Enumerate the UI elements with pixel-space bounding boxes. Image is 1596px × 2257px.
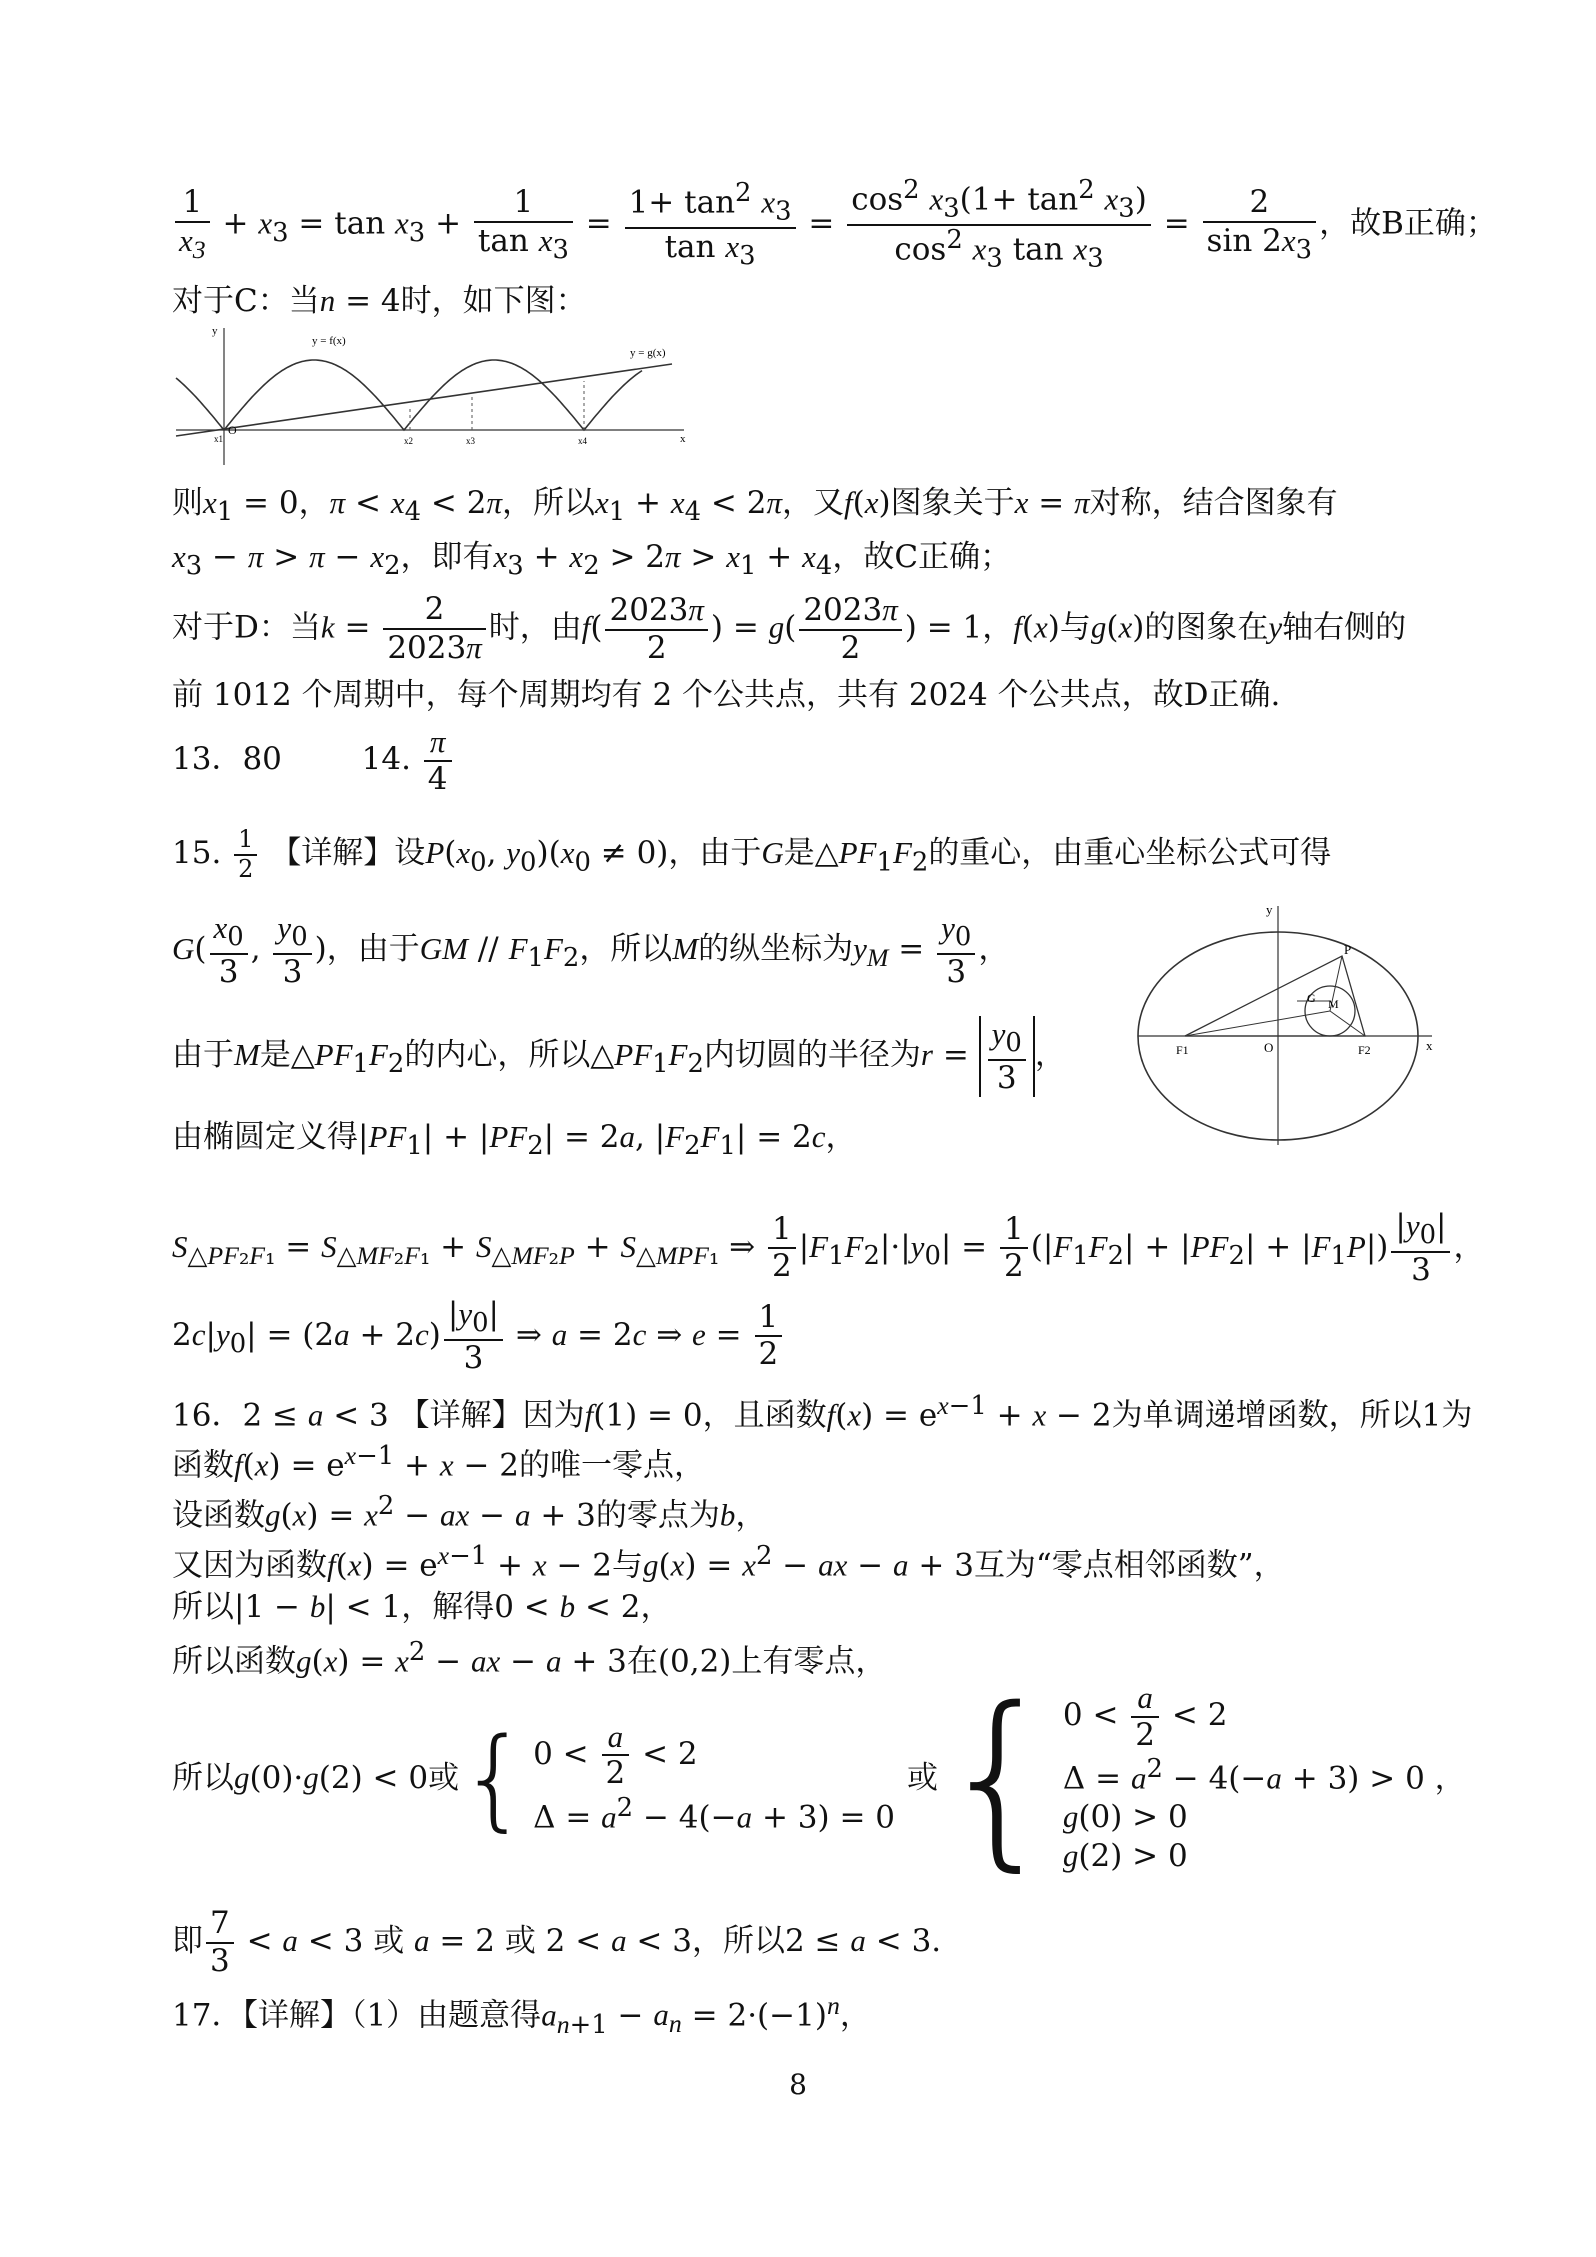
text: 或 [504, 1923, 536, 1960]
text: 对称，结合图象有 [1089, 485, 1338, 521]
text: 【详解】因为 [398, 1397, 585, 1434]
x4-label: x4 [578, 436, 587, 446]
text: ，所以 [501, 485, 595, 521]
page-number: 8 [789, 2068, 807, 2101]
text: 由椭圆定义得 [172, 1119, 358, 1155]
line-c-intro: 对于C：当n = 4时，如下图： [172, 283, 587, 319]
case-system-1: { 0 < $\frac{a}{2}$ < 2 $\Delta = a^2 - 4(-a + 3) = 0$ [459, 1713, 895, 1842]
point-f2-label: F2 [1358, 1043, 1371, 1057]
y-axis-label: y [1266, 902, 1273, 917]
text: ，由于 [326, 930, 420, 967]
text: 上有零点， [731, 1643, 887, 1680]
q15-line-5: $S_{\triangle PF_2F_1} = S_{\triangle MF_2F_1} + S_{\triangle MF_2P} + S_{\triangle MPF_1}$ ⇒ $\frac{1}{2}$ $|F_1F_2|\cdot|y_0|$ = $\frac{1}{2}$ $(|F_1F_2| + |PF_2| + |F_1P|)$ $\frac{|y_0|}{3}$ ， [172, 1208, 1485, 1288]
text: 的纵坐标为 [698, 930, 854, 967]
function-graph [172, 320, 692, 470]
text: 对于C：当 [172, 283, 320, 319]
q16-line-1: 16．2 ≤ a < 3 【详解】因为f(1) = 0，且函数$f(x) = e^{x-1} + x - 2$为单调递增函数，所以1为 [172, 1391, 1473, 1434]
text: ，即有 [400, 539, 494, 575]
text: 设函数 [172, 1497, 265, 1534]
x-axis-label: x [680, 433, 686, 445]
text: 的零点为 [595, 1497, 720, 1534]
text: ，且函数 [702, 1397, 827, 1434]
ellipse-figure [1130, 900, 1440, 1150]
text: 即 [172, 1923, 203, 1960]
text: 对于D：当 [172, 609, 321, 646]
line-d-1: 对于D：当k = $\frac{2}{2023\pi}$ 时，由f( $\frac{2023\pi}{2}$ ) = g( $\frac{2023\pi}{2}$ ) = 1，f(x)与g(x)的图象在y轴右侧的 [172, 591, 1407, 666]
q15-line-4: 由椭圆定义得$|PF_1| + |PF_2| = 2a$, $|F_2F_1| = 2c$， [172, 1119, 857, 1162]
origin-label: O [1264, 1040, 1274, 1055]
text: ，解得 [401, 1589, 495, 1625]
q15-line-6: $2c|y_0| = (2a + 2c)$ $\frac{|y_0|}{3}$ ⇒ a = 2c ⇒ e = $\frac{1}{2}$ [172, 1296, 785, 1377]
line-c-2: $x_3 - \pi > \pi - x_2$，即有$x_3 + x_2 > 2\pi > x_1 + x_4$，故C正确； [172, 539, 1012, 582]
text: ，故B正确； [1319, 205, 1497, 242]
text: ，所以 [579, 930, 673, 967]
text: ，由于 [668, 835, 762, 872]
text: 的图象在 [1144, 609, 1269, 646]
x1-label: x1 [214, 434, 223, 444]
text: 或 [907, 1759, 938, 1796]
x3-label: x3 [466, 436, 475, 446]
line-c-1: 则$x_1 = 0$，$\pi < x_4 < 2\pi$，所以$x_1 + x_4 < 2\pi$，又f(x)图象关于x = π对称，结合图象有 [172, 485, 1338, 528]
q15-line-3: 由于M是$\triangle PF_1F_2$的内心，所以$\triangle PF_1F_2$内切圆的半径为r = $\frac{y_0}{3}$ ， [172, 1016, 1066, 1096]
point-m-label: M [1328, 997, 1339, 1011]
text: 【详解】设 [270, 835, 426, 872]
text: 是 [783, 835, 815, 872]
f-label: y = f(x) [312, 335, 346, 347]
q15-line-2: G( $\frac{x_0}{3}$ , $\frac{y_0}{3}$ )，由于GM // $F_1F_2$，所以M的纵坐标为$y_M$ = $\frac{y_0}{3}$ ， [172, 910, 1010, 990]
g-label: y = g(x) [630, 347, 666, 359]
x-axis-label: x [1426, 1038, 1433, 1053]
y-axis-label: y [212, 325, 218, 337]
text: ，所以 [691, 1923, 785, 1960]
case-system-2: { 0 < $\frac{a}{2}$ < 2 $\Delta = a^2 - 4(-a + 3) > 0$ ， g(0) > 0 g(2) > 0 [938, 1666, 1466, 1888]
text: 时，如下图： [400, 283, 587, 319]
text: 函数 [172, 1447, 234, 1484]
text: 15. [172, 835, 222, 872]
answer-13: 13．80 [172, 741, 282, 778]
q17-line-1: 17．【详解】（1）由题意得$a_{n+1} - a_n = 2\cdot(-1)^n$， [172, 1991, 871, 2040]
f2-m-line [1330, 1011, 1365, 1036]
q16-line-8: 即 $\frac{7}{3}$ < a < 3 或 a = 2 或 2 < a < 3，所以2 ≤ a < 3. [172, 1905, 942, 1979]
text: 时，由 [488, 609, 582, 646]
text: ，又 [782, 485, 844, 521]
text: 的唯一零点， [519, 1447, 706, 1484]
text: 为单调递增函数，所以1为 [1111, 1397, 1473, 1434]
text: 所以 [172, 1589, 234, 1625]
point-f1-label: F1 [1176, 1043, 1189, 1057]
line-d-2: 前 1012 个周期中，每个周期均有 2 个公共点，共有 2024 个公共点，故D正确. [172, 677, 1281, 713]
text: ， [982, 609, 1014, 646]
x2-label: x2 [404, 436, 413, 446]
q16-line-3: 设函数$g(x) = x^2$ − ax − a + 3的零点为b， [172, 1491, 767, 1534]
text: 【详解】（1）由题意得 [242, 1997, 542, 2034]
text: 17． [172, 1997, 243, 2034]
triangle-pf1f2 [1185, 956, 1365, 1036]
line-b-conclusion: $\frac{1}{x_3}$ + $x_3 = \tan x_3$ + $\frac{1}{\tan x_3}$ = $\frac{1+ \tan^2 x_3}{\tan x_3}$ = $\frac{\cos^2 x_3(1+ \tan^2 x_3)}{\cos^2 x_3 \tan x_3}$ = $\frac{2}{\sin 2x_3}$ ，故B正确； [172, 176, 1497, 274]
text: 或 [373, 1923, 405, 1960]
text: 是 [259, 1036, 291, 1073]
text: 的重心，由重心坐标公式可得 [928, 835, 1332, 872]
q15-line-1: 15. $\frac{1}{2}$ 【详解】设$P(x_0$, $y_0)(x_0 \ne 0)$，由于G是$\triangle PF_1F_2$的重心，由重心坐标公式可得 [172, 825, 1332, 883]
text: 则 [172, 485, 203, 521]
text: 16． [172, 1397, 243, 1434]
answers-13-14: 13．80 14. $\frac{\pi}{4}$ [172, 724, 455, 797]
q16-line-5: 所以|1 − b| < 1，解得0 < b < 2， [172, 1589, 672, 1625]
point-g-label: G [1307, 991, 1316, 1005]
text: 由于 [172, 1036, 234, 1073]
point-p-label: P [1344, 942, 1352, 957]
text: 互为“零点相邻函数”， [973, 1547, 1285, 1584]
q16-line-2: 函数$f(x) = e^{x-1} + x - 2$的唯一零点， [172, 1441, 706, 1484]
f-curve [176, 360, 642, 430]
answer-14-label: 14. [361, 741, 411, 778]
text: 内切圆的半径为 [703, 1036, 921, 1073]
text: 与 [612, 1547, 644, 1584]
q16-line-4: 又因为函数$f(x) = e^{x-1} + x - 2$与$g(x) = x^2$ − ax − a + 3互为“零点相邻函数”， [172, 1541, 1285, 1584]
text: 与 [1059, 609, 1091, 646]
text: 所以 [172, 1759, 234, 1796]
text: 图象关于 [890, 485, 1015, 521]
text: ，故C正确； [832, 539, 1012, 575]
text: 轴右侧的 [1282, 609, 1407, 646]
text: 所以函数 [172, 1643, 296, 1680]
text: 或 [428, 1759, 460, 1796]
text: 的内心，所以 [404, 1036, 591, 1073]
q16-line-7: 所以 g(0)·g(2) < 0 或 { 0 < $\frac{a}{2}$ < 2 $\Delta = a^2 - 4(-a + 3) = 0$ 或 { 0 < $\frac{a}{2}$ < 2 $\Delta = a^2 - 4(-a + 3) > 0$ ， g(0) > 0 g(2) > 0 [172, 1666, 1466, 1888]
text: 在 [626, 1643, 658, 1680]
q16-line-6: 所以函数$g(x) = x^2$ − ax − a + 3在(0,2)上有零点， [172, 1637, 887, 1680]
text: ， [298, 485, 330, 521]
text: 又因为函数 [172, 1547, 327, 1584]
origin-label: O [228, 423, 237, 437]
